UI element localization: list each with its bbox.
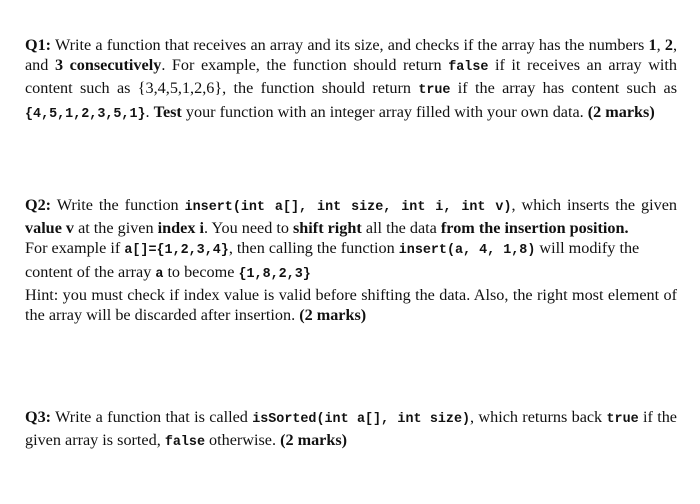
question-1-marks: (2 marks) [587,102,655,121]
question-3-text: Q3: Write a function that is called isSorted(int a[], int size), which returns back true if the given array is sorted, false otherwise. (2 marks) [25,408,677,451]
question-2-hint: Hint: you must check if index value is valid before shifting the data. Also, the right most element of the array will be discarded after insertion. (2 marks) [25,285,677,325]
question-2 [25,195,677,325]
issorted-signature: isSorted(int a[], int size) [252,412,471,427]
example-array-1: {3,4,5,1,2,6} [137,79,223,98]
array-declaration: a[]={1,2,3,4} [124,243,229,259]
question-2-label: Q2: [25,196,52,214]
code-false: false [448,60,489,76]
code-true: true [606,412,639,427]
question-3-label: Q3: [25,408,52,426]
question-1 [25,35,677,125]
insert-call: insert(a, 4, 1,8) [398,243,536,259]
insert-signature: insert(int a[], int size, int i, int v) [184,200,512,215]
question-2-marks: (2 marks) [299,306,367,325]
question-2-text: Q2: Write the function insert(int a[], int size, int i, int v), which inserts the given value v at the given index i. You need to shift right all the data from the insertion position. [25,196,677,238]
code-false: false [164,435,205,451]
question-3 [25,407,677,453]
question-1-label: Q1: [25,36,52,54]
insert-result: {1,8,2,3} [238,266,311,282]
code-true: true [418,83,451,99]
question-1-text: Q1: Write a function that receives an array and its size, and checks if the array has the numbers 1, 2, and 3 consecutively. For example, the function should return false if it receives an array with content such as {3,4,5,1,2,6}, the function should return true if the array has content such as {4,5,1,2,3,5,1}. Test your function with an integer array filled with your own data. (2 marks) [25,36,677,122]
question-2-example: For example if a[]={1,2,3,4}, then calling the function insert(a, 4, 1,8) will modify the content of the array a to become {1,8,2,3} [25,239,640,282]
question-3-marks: (2 marks) [280,431,348,450]
example-array-2: {4,5,1,2,3,5,1} [25,106,146,122]
